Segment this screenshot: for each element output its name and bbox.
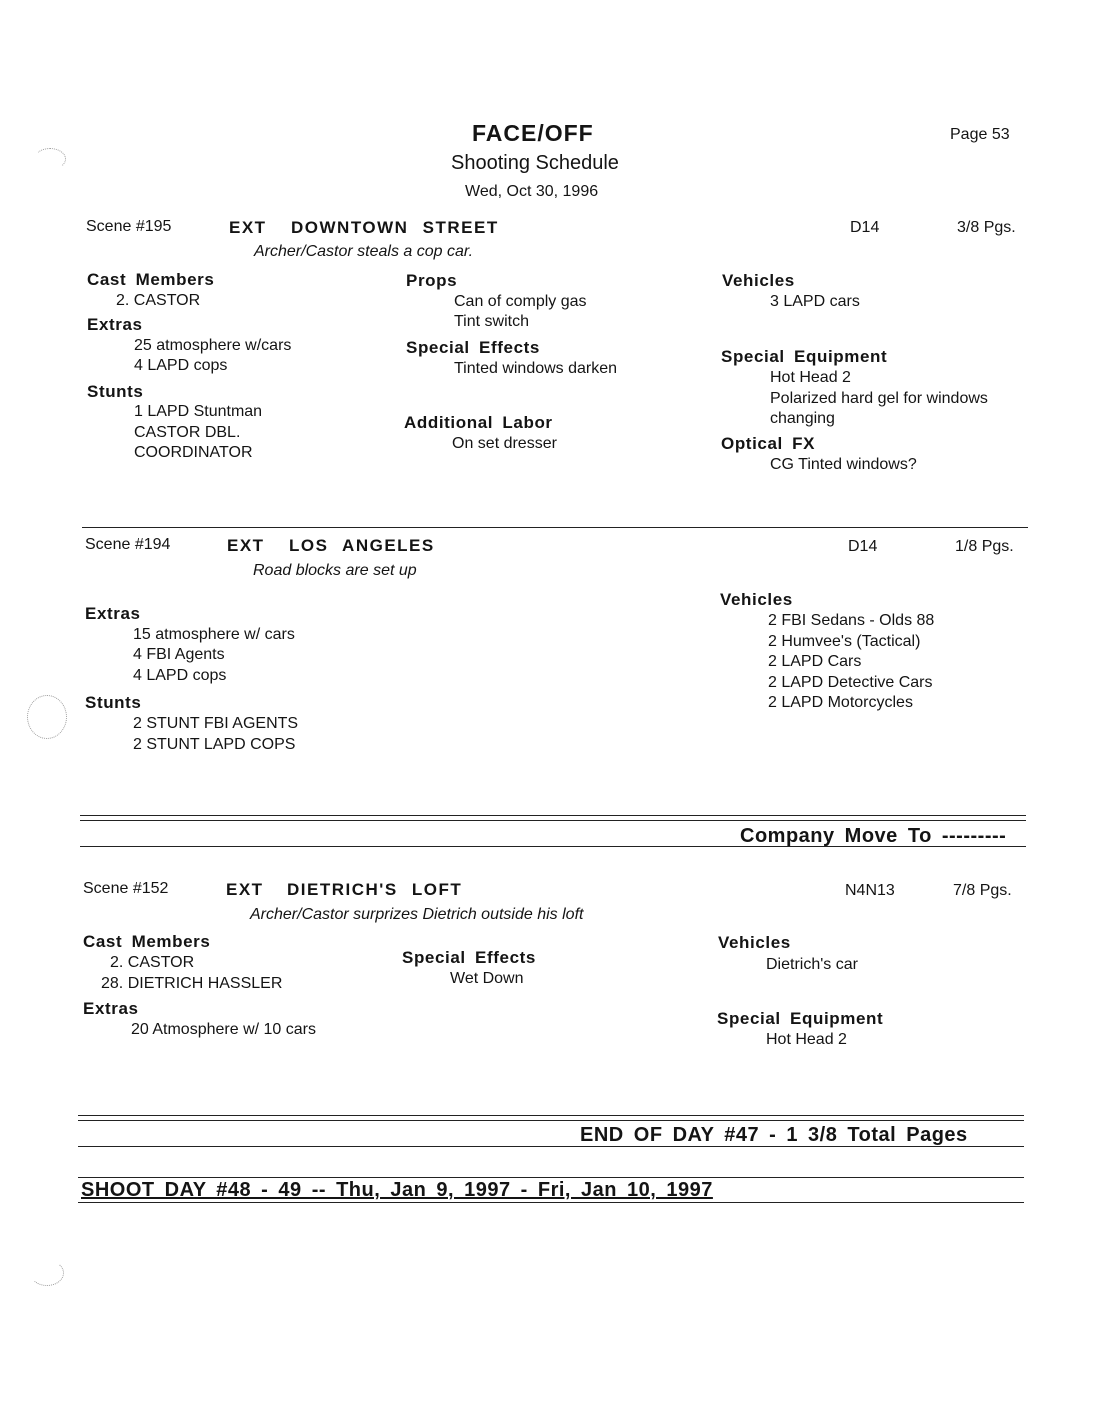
cast-members-heading: Cast Members (83, 932, 211, 951)
cast-member: 2. CASTOR (110, 954, 195, 971)
optical-fx-item: CG Tinted windows? (770, 456, 917, 473)
scene-pages: 3/8 Pgs. (957, 219, 1016, 236)
company-move-banner: Company Move To --------- (740, 825, 1007, 847)
scene-int-ext: EXT (227, 536, 265, 555)
shoot-day-overline (78, 1177, 1024, 1178)
banner-underline (78, 1146, 1024, 1147)
props-item: Can of comply gas (454, 293, 587, 310)
special-effects-heading: Special Effects (402, 948, 536, 967)
document-title: FACE/OFF (472, 120, 594, 146)
additional-labor-heading: Additional Labor (404, 413, 553, 432)
extras-heading: Extras (83, 999, 139, 1018)
extras-item: 4 LAPD cops (134, 357, 228, 374)
stunts-item: CASTOR DBL. (134, 424, 241, 441)
scene-int-ext: EXT (226, 880, 264, 899)
props-heading: Props (406, 271, 458, 290)
cast-member: 2. CASTOR (116, 292, 201, 309)
scene-description: Archer/Castor surprizes Dietrich outside his loft (250, 906, 584, 923)
scene-number: Scene #152 (83, 880, 169, 897)
scene-number: Scene #195 (86, 218, 172, 235)
extras-item: 4 FBI Agents (133, 646, 225, 663)
banner-underline (80, 846, 1026, 847)
scene-number: Scene #194 (85, 536, 171, 553)
hole-punch-mark (27, 695, 67, 739)
next-shoot-day-banner: SHOOT DAY #48 - 49 -- Thu, Jan 9, 1997 - Fri, Jan 10, 1997 (81, 1179, 713, 1201)
page-number: Page 53 (950, 126, 1010, 143)
shoot-day-underline (78, 1202, 1024, 1203)
vehicles-item: 3 LAPD cars (770, 293, 860, 310)
cast-members-heading: Cast Members (87, 270, 215, 289)
special-equipment-heading: Special Equipment (721, 347, 888, 366)
stunts-heading: Stunts (85, 693, 142, 712)
scene-pages: 1/8 Pgs. (955, 538, 1014, 555)
scene-divider (82, 527, 1028, 528)
double-rule (78, 1120, 1024, 1121)
stunts-heading: Stunts (87, 382, 144, 401)
extras-heading: Extras (85, 604, 141, 623)
stunts-item: 2 STUNT LAPD COPS (133, 736, 296, 753)
vehicles-item: 2 LAPD Detective Cars (768, 674, 933, 691)
scene-int-ext: EXT (229, 218, 267, 237)
double-rule (78, 1115, 1024, 1116)
scan-mark (34, 148, 66, 170)
scene-set: DIETRICH'S LOFT (287, 880, 463, 899)
special-equipment-item: Hot Head 2 (766, 1031, 847, 1048)
schedule-date: Wed, Oct 30, 1996 (465, 183, 599, 200)
extras-item: 20 Atmosphere w/ 10 cars (131, 1021, 316, 1038)
document-subtitle: Shooting Schedule (451, 152, 619, 174)
extras-item: 4 LAPD cops (133, 667, 227, 684)
vehicles-heading: Vehicles (718, 933, 791, 952)
vehicles-item: Dietrich's car (766, 956, 858, 973)
optical-fx-heading: Optical FX (721, 434, 816, 453)
stunts-item: 1 LAPD Stuntman (134, 403, 263, 420)
special-equipment-item: Polarized hard gel for windows (770, 390, 988, 407)
special-equipment-item: changing (770, 410, 835, 427)
end-of-day-banner: END OF DAY #47 - 1 3/8 Total Pages (580, 1124, 968, 1146)
scene-pages: 7/8 Pgs. (953, 882, 1012, 899)
special-equipment-heading: Special Equipment (717, 1009, 884, 1028)
extras-heading: Extras (87, 315, 143, 334)
special-effects-item: Tinted windows darken (454, 360, 618, 377)
double-rule (80, 820, 1026, 821)
vehicles-item: 2 Humvee's (Tactical) (768, 633, 921, 650)
special-effects-item: Wet Down (450, 970, 524, 987)
scene-description: Road blocks are set up (253, 562, 417, 579)
scan-mark (30, 1260, 64, 1286)
scene-set: LOS ANGELES (289, 536, 435, 555)
stunts-item: 2 STUNT FBI AGENTS (133, 715, 299, 732)
double-rule (80, 815, 1026, 816)
scene-day-night: D14 (850, 219, 880, 236)
special-effects-heading: Special Effects (406, 338, 540, 357)
scene-set: DOWNTOWN STREET (291, 218, 499, 237)
scene-description: Archer/Castor steals a cop car. (254, 243, 474, 260)
extras-item: 15 atmosphere w/ cars (133, 626, 295, 643)
stunts-item: COORDINATOR (134, 444, 253, 461)
cast-member: 28. DIETRICH HASSLER (101, 975, 283, 992)
special-equipment-item: Hot Head 2 (770, 369, 851, 386)
vehicles-item: 2 LAPD Cars (768, 653, 862, 670)
additional-labor-item: On set dresser (452, 435, 557, 452)
vehicles-item: 2 FBI Sedans - Olds 88 (768, 612, 935, 629)
scene-day-night: N4N13 (845, 882, 895, 899)
extras-item: 25 atmosphere w/cars (134, 337, 292, 354)
scene-day-night: D14 (848, 538, 878, 555)
vehicles-heading: Vehicles (720, 590, 793, 609)
vehicles-item: 2 LAPD Motorcycles (768, 694, 913, 711)
vehicles-heading: Vehicles (722, 271, 795, 290)
props-item: Tint switch (454, 313, 529, 330)
